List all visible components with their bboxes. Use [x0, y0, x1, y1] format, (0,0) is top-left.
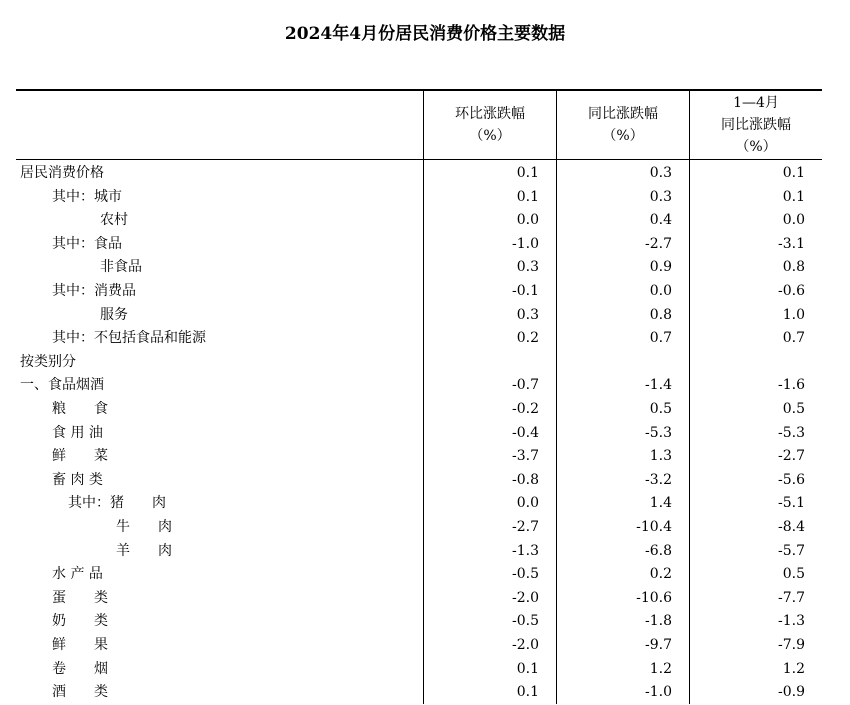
mom-value: -2.0: [512, 637, 539, 653]
mom-value: 0.1: [516, 165, 539, 181]
row-label: 奶 类: [52, 613, 108, 630]
table-row: [16, 374, 822, 398]
row-label: 牛 肉: [116, 519, 172, 535]
yoy-value: -10.4: [636, 519, 672, 535]
yoy-value: 1.4: [649, 495, 672, 512]
row-label: 其中：消费品: [52, 283, 136, 299]
yoy-value: 0.8: [649, 306, 672, 323]
table-row: [16, 398, 822, 422]
mom-value: -0.4: [512, 424, 539, 441]
ytd-value: 0.5: [782, 401, 805, 417]
mom-value: -3.7: [512, 448, 539, 465]
row-label: 食 用 油: [52, 424, 103, 441]
row-label: 其中：城市: [52, 188, 122, 205]
yoy-value: -1.0: [645, 684, 672, 701]
row-label: 其中：猪 肉: [68, 495, 166, 512]
ytd-value: -2.7: [778, 448, 805, 465]
header-ytd-line3: （%）: [735, 139, 777, 155]
header-bottom-rule: [16, 159, 822, 160]
table-row: [16, 186, 822, 210]
row-label: 畜 肉 类: [52, 471, 103, 488]
row-label: 一、食品烟酒: [20, 377, 104, 394]
row-label: 蛋 类: [52, 589, 108, 606]
header-mom: [424, 92, 556, 158]
yoy-value: -6.8: [645, 542, 672, 559]
ytd-value: 0.1: [782, 165, 805, 181]
mom-value: 0.1: [516, 188, 539, 205]
ytd-value: -5.1: [778, 495, 805, 512]
mom-value: -0.1: [512, 283, 539, 299]
row-label: 其中：食品: [52, 235, 122, 252]
ytd-value: -5.7: [778, 542, 805, 559]
table-row: [16, 304, 822, 328]
table-row: [16, 233, 822, 257]
yoy-value: -9.7: [645, 637, 672, 653]
row-label: 按类别分: [20, 353, 76, 370]
yoy-value: 0.3: [649, 165, 672, 181]
mom-value: 0.1: [516, 660, 539, 677]
row-label: 水 产 品: [52, 566, 103, 583]
ytd-value: 0.1: [782, 188, 805, 205]
row-label: 鲜 果: [52, 637, 108, 653]
yoy-value: -1.4: [645, 377, 672, 394]
table-row: [16, 492, 822, 516]
mom-value: -1.0: [512, 235, 539, 252]
table-row: [16, 327, 822, 351]
table-row: [16, 162, 822, 186]
ytd-value: -5.6: [778, 471, 805, 488]
yoy-value: -10.6: [636, 589, 672, 606]
ytd-value: 0.8: [782, 259, 805, 276]
table-row: [16, 280, 822, 304]
mom-value: -2.0: [512, 589, 539, 606]
mom-value: 0.3: [516, 306, 539, 323]
ytd-value: -0.6: [778, 283, 805, 299]
yoy-value: 1.3: [649, 448, 672, 465]
mom-value: 0.2: [516, 330, 539, 347]
header-ytd-line2: 同比涨跌幅: [721, 117, 791, 133]
mom-value: 0.0: [516, 212, 539, 229]
document-title: 2024年4月份居民消费价格主要数据: [284, 24, 566, 44]
row-label: 鲜 菜: [52, 448, 108, 465]
table-row: [16, 445, 822, 469]
table-row: [16, 658, 822, 682]
table-row: [16, 351, 822, 375]
header-yoy: [557, 92, 689, 158]
table-row: [16, 587, 822, 611]
yoy-value: 0.7: [649, 330, 672, 347]
table-row: [16, 256, 822, 280]
mom-value: 0.1: [516, 684, 539, 701]
table-row: [16, 634, 822, 658]
ytd-value: -0.9: [778, 684, 805, 701]
ytd-value: 1.2: [782, 660, 805, 677]
ytd-value: 0.5: [782, 566, 805, 583]
row-label: 居民消费价格: [20, 165, 104, 181]
yoy-value: 0.3: [649, 188, 672, 205]
header-mom-line1: 环比涨跌幅: [455, 106, 525, 122]
mom-value: 0.0: [516, 495, 539, 512]
ytd-value: -7.9: [778, 637, 805, 653]
table-row: [16, 540, 822, 564]
ytd-value: -1.6: [778, 377, 805, 394]
yoy-value: 0.2: [649, 566, 672, 583]
mom-value: 0.3: [516, 259, 539, 276]
ytd-value: -5.3: [778, 424, 805, 441]
mom-value: -0.2: [512, 401, 539, 417]
mom-value: -0.5: [512, 566, 539, 583]
ytd-value: -7.7: [778, 589, 805, 606]
header-ytd: [690, 92, 822, 158]
table-top-rule: [16, 89, 822, 91]
yoy-value: -1.8: [645, 613, 672, 630]
ytd-value: 1.0: [782, 306, 805, 323]
table-row: [16, 681, 822, 705]
row-label: 其中：不包括食品和能源: [52, 330, 206, 347]
table-row: [16, 422, 822, 446]
row-label: 粮 食: [52, 401, 108, 417]
mom-value: -0.8: [512, 471, 539, 488]
ytd-value: -1.3: [778, 613, 805, 630]
table-row: [16, 563, 822, 587]
row-label: 酒 类: [52, 684, 108, 701]
yoy-value: 0.0: [649, 283, 672, 299]
header-yoy-line2: （%）: [602, 128, 644, 144]
ytd-value: 0.0: [782, 212, 805, 229]
yoy-value: -2.7: [645, 235, 672, 252]
row-label: 服务: [100, 306, 128, 323]
header-mom-line2: （%）: [469, 128, 511, 144]
yoy-value: 0.4: [649, 212, 672, 229]
yoy-value: -3.2: [645, 471, 672, 488]
row-label: 羊 肉: [116, 542, 172, 559]
mom-value: -1.3: [512, 542, 539, 559]
yoy-value: -5.3: [645, 424, 672, 441]
header-ytd-line1: 1—4月: [733, 95, 779, 111]
yoy-value: 0.5: [649, 401, 672, 417]
header-yoy-line1: 同比涨跌幅: [588, 106, 658, 122]
table-row: [16, 610, 822, 634]
mom-value: -0.5: [512, 613, 539, 630]
mom-value: -0.7: [512, 377, 539, 394]
mom-value: -2.7: [512, 519, 539, 535]
table-row: [16, 209, 822, 233]
ytd-value: -3.1: [778, 235, 805, 252]
row-label: 农村: [100, 212, 128, 229]
table-row: [16, 516, 822, 540]
row-label: 卷 烟: [52, 660, 108, 677]
yoy-value: 1.2: [649, 660, 672, 677]
yoy-value: 0.9: [649, 259, 672, 276]
table-row: [16, 469, 822, 493]
row-label: 非食品: [100, 259, 142, 276]
ytd-value: 0.7: [782, 330, 805, 347]
ytd-value: -8.4: [778, 519, 805, 535]
